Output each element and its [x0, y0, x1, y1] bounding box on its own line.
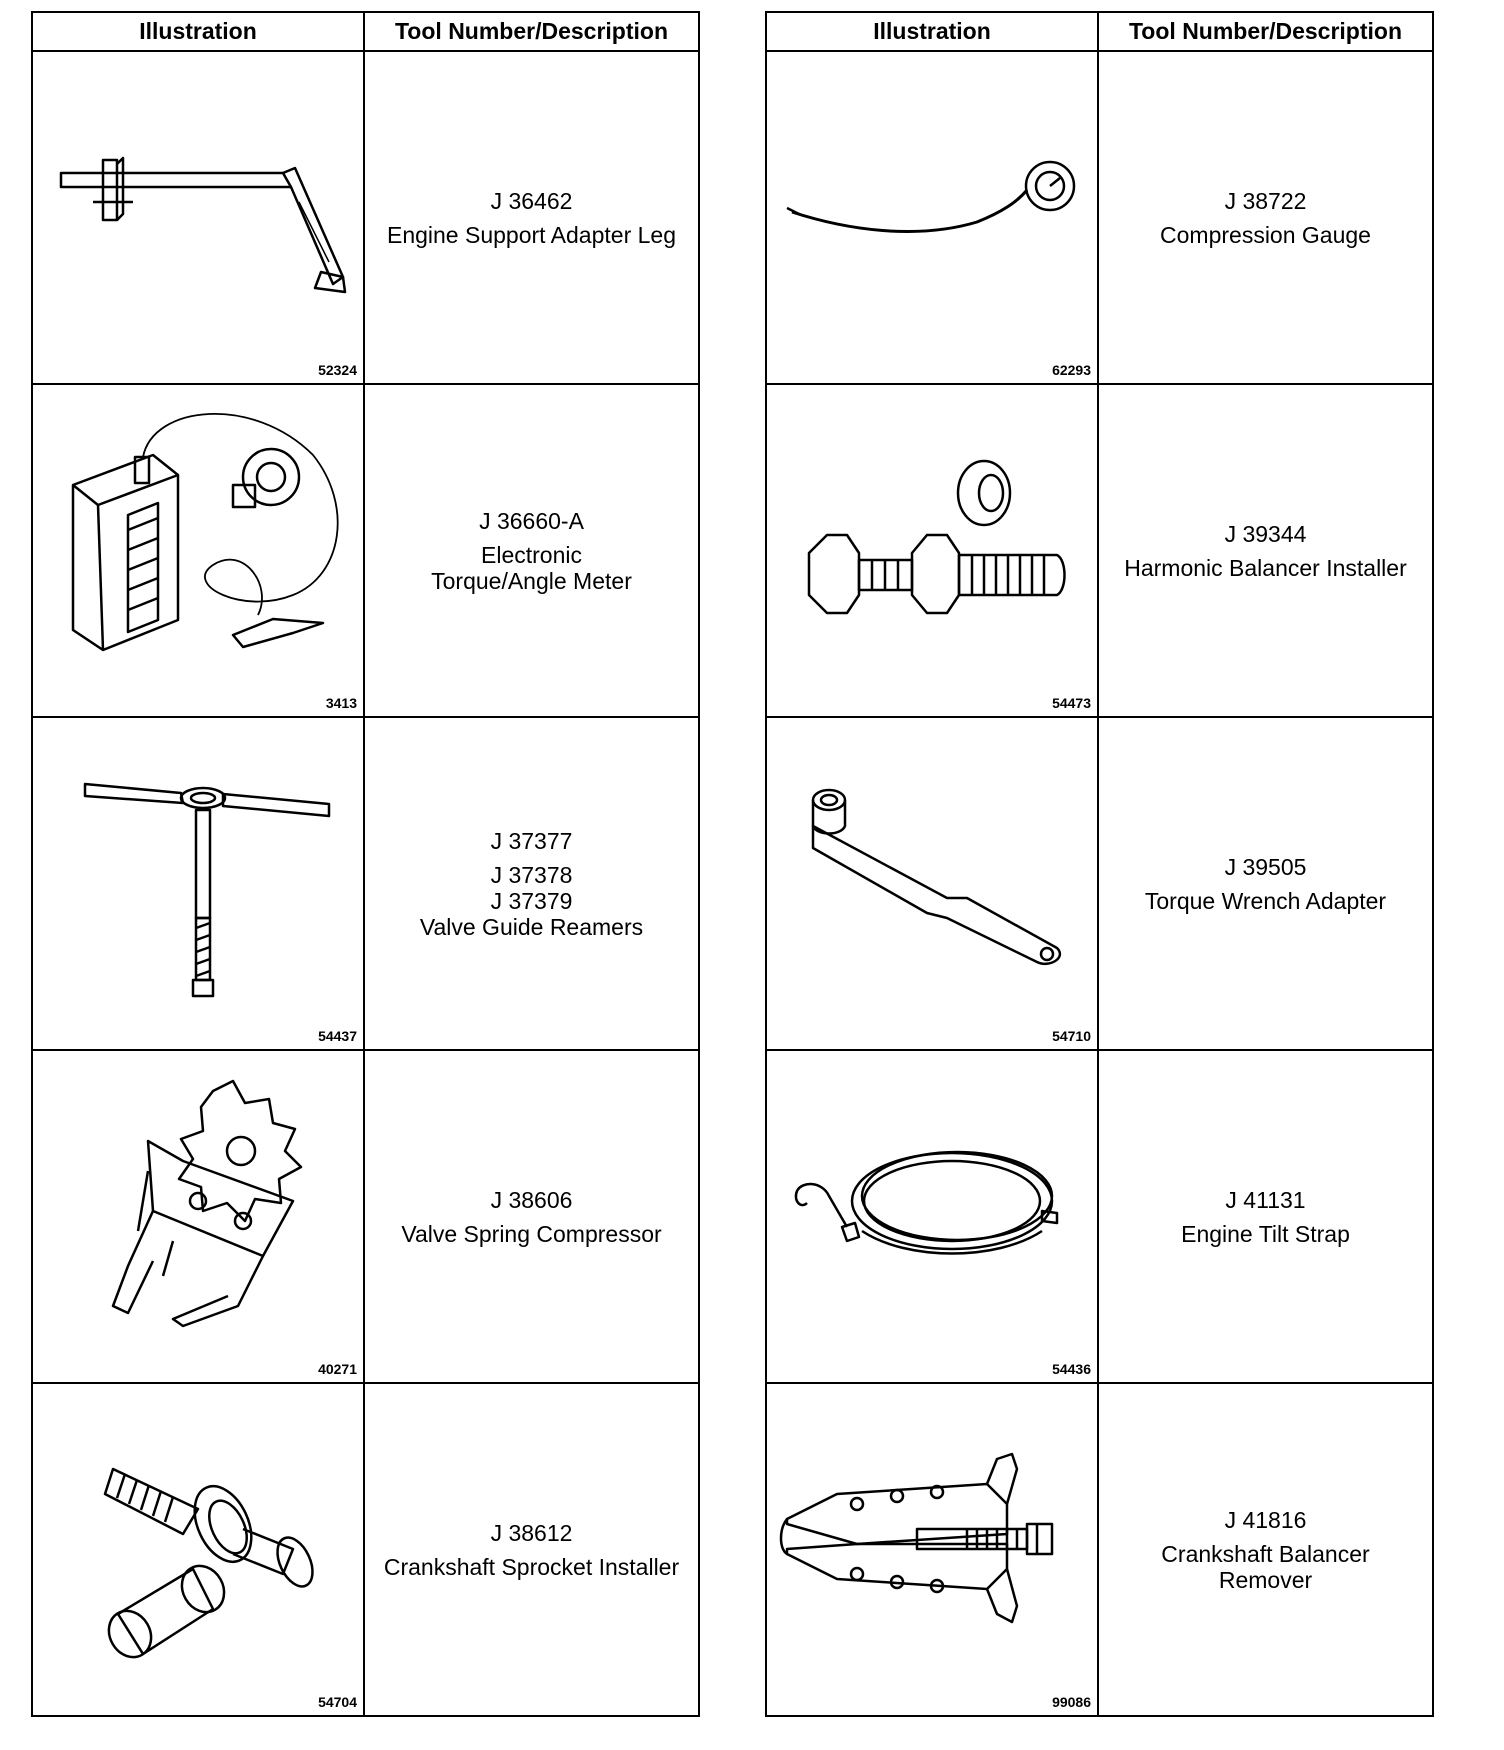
illustration-cell — [766, 717, 1098, 1050]
tool-description: Torque/Angle Meter — [431, 567, 632, 594]
tool-description: Compression Gauge — [1160, 221, 1371, 248]
tool-description-header: Tool Number/Description — [364, 12, 699, 51]
tool-number: J 38612 — [490, 1519, 573, 1546]
figure-number: 99086 — [1052, 1694, 1091, 1710]
engine-tilt-strap-illustration — [767, 1051, 1099, 1382]
figure-number: 40271 — [318, 1361, 357, 1377]
tool-row — [766, 1383, 1433, 1716]
tool-row — [32, 51, 699, 384]
engine-support-adapter-leg-illustration — [33, 52, 365, 383]
tool-row — [766, 51, 1433, 384]
tool-description-cell — [1098, 384, 1433, 717]
tool-row — [766, 1050, 1433, 1383]
valve-spring-compressor-illustration — [33, 1051, 365, 1382]
tool-description-cell — [1098, 1050, 1433, 1383]
tool-number: J 39505 — [1224, 853, 1307, 880]
tool-description-cell — [364, 1050, 699, 1383]
tool-number: J 38606 — [490, 1186, 573, 1213]
tool-row — [32, 1050, 699, 1383]
figure-number: 54473 — [1052, 695, 1091, 711]
tool-description-header: Tool Number/Description — [1098, 12, 1433, 51]
figure-number: 62293 — [1052, 362, 1091, 378]
illustration-cell — [32, 717, 364, 1050]
crankshaft-sprocket-installer-illustration — [33, 1384, 365, 1715]
figure-number: 52324 — [318, 362, 357, 378]
figure-number: 54704 — [318, 1694, 357, 1710]
tool-description: Valve Spring Compressor — [401, 1220, 662, 1247]
illustration-cell — [766, 1050, 1098, 1383]
tool-description: Engine Tilt Strap — [1181, 1220, 1350, 1247]
tool-description-cell — [1098, 717, 1433, 1050]
torque-wrench-adapter-illustration — [767, 718, 1099, 1049]
tool-table-right — [765, 11, 1434, 1717]
tool-row — [32, 717, 699, 1050]
tool-row — [766, 717, 1433, 1050]
tool-description-cell — [364, 384, 699, 717]
illustration-cell — [766, 1383, 1098, 1716]
tool-description: Harmonic Balancer Installer — [1124, 554, 1407, 581]
tool-number: J 41816 — [1224, 1506, 1307, 1533]
illustration-cell — [32, 384, 364, 717]
valve-guide-reamer-illustration — [33, 718, 365, 1049]
tool-row — [32, 384, 699, 717]
tool-table-left — [31, 11, 700, 1717]
illustration-cell — [32, 51, 364, 384]
tool-row — [766, 384, 1433, 717]
tool-description: Torque Wrench Adapter — [1144, 887, 1387, 914]
illustration-cell — [766, 51, 1098, 384]
illustration-header: Illustration — [32, 12, 364, 51]
tool-description: Electronic — [481, 541, 582, 568]
tool-number: J 37379 — [490, 887, 573, 914]
tool-description: Remover — [1218, 1566, 1313, 1593]
tool-number: J 36462 — [490, 187, 573, 214]
tool-description-cell — [364, 1383, 699, 1716]
tool-description: Crankshaft Balancer — [1161, 1540, 1370, 1567]
tool-number: J 37378 — [490, 861, 573, 888]
tool-description: Engine Support Adapter Leg — [386, 221, 676, 248]
crankshaft-balancer-remover-illustration — [767, 1384, 1099, 1715]
tool-description-cell — [364, 51, 699, 384]
tool-description-cell — [1098, 1383, 1433, 1716]
compression-gauge-illustration — [767, 52, 1099, 383]
tool-number: J 39344 — [1224, 520, 1307, 547]
tool-description: Crankshaft Sprocket Installer — [383, 1553, 680, 1580]
figure-number: 54710 — [1052, 1028, 1091, 1044]
tool-description-cell — [364, 717, 699, 1050]
tool-number: J 37377 — [490, 827, 573, 854]
illustration-cell — [766, 384, 1098, 717]
illustration-cell — [32, 1050, 364, 1383]
tool-number: J 41131 — [1225, 1186, 1306, 1213]
figure-number: 3413 — [325, 695, 357, 711]
tool-row — [32, 1383, 699, 1716]
tool-number: J 38722 — [1224, 187, 1307, 214]
tool-description: Valve Guide Reamers — [419, 913, 644, 940]
torque-angle-meter-illustration — [33, 385, 365, 716]
illustration-header: Illustration — [766, 12, 1098, 51]
figure-number: 54437 — [318, 1028, 357, 1044]
tool-description-cell — [1098, 51, 1433, 384]
tool-number: J 36660-A — [479, 507, 584, 534]
illustration-cell — [32, 1383, 364, 1716]
figure-number: 54436 — [1052, 1361, 1091, 1377]
harmonic-balancer-installer-illustration — [767, 385, 1099, 716]
